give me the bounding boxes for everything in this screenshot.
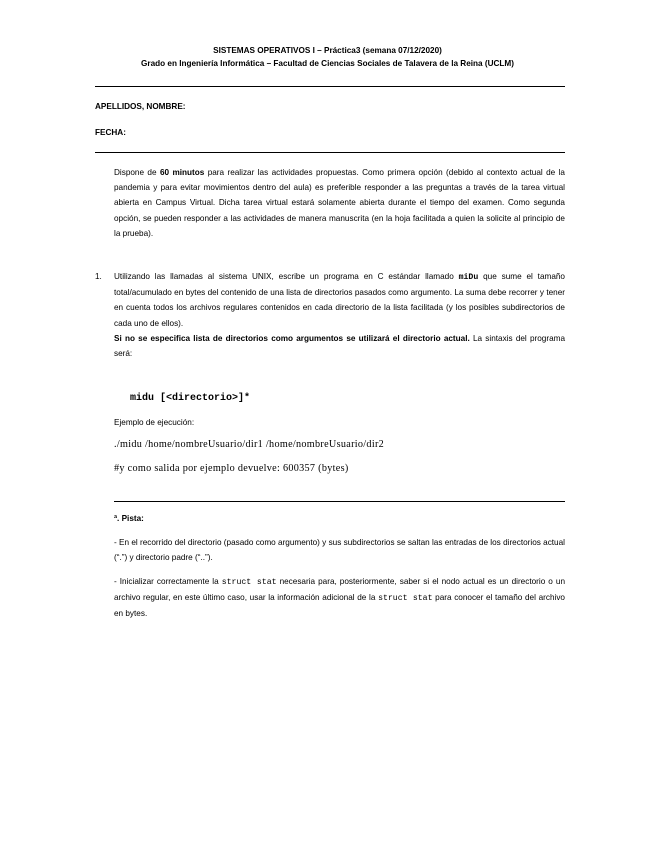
question-text-continued: que sume el tamaño total/acumulado en bytes del contenido de una lista de directorios pasados como argumento. La suma debe recorrer y tener en cuenta todos los archivos regulares contenidos en cada directorio de la lista facilitada (y los posibles subdirectorios de cada uno de ellos). <box>114 272 565 328</box>
syntax-intro: La sintaxis del programa será: <box>114 333 566 359</box>
example-command: ./midu /home/nombreUsuario/dir1 /home/nombreUsuario/dir2 <box>114 439 385 450</box>
document-title: SISTEMAS OPERATIVOS I – Práctica3 (semana 07/12/2020) <box>213 46 442 55</box>
hint-2-text: - Inicializar correctamente la <box>114 577 222 586</box>
intro-duration: 60 minutos <box>159 168 205 177</box>
question-number: 1. <box>95 272 102 281</box>
fields-divider <box>95 152 565 153</box>
question-1-statement <box>114 269 565 361</box>
hint-item-1: - En el recorrido del directorio (pasado como argumento) y sus subdirectorios se saltan las entradas de los directorios actual (“.”) y directorio padre (“..”). <box>114 538 565 563</box>
intro-text-rest: para realizar las actividades propuestas. Como primera opción (debido al contexto actual de la pandemia y para evitar movimientos dentro del aula) es preferible responder a las preguntas a través de la tarea virtual abierta en Campus Virtual. Dicha tarea virtual estará solamente abierta durante el tiempo del examen. Como segunda opción, se pueden responder a las actividades de manera manuscrita (en la hoja facilitada a quien la solicite al principio de la prueba). <box>114 168 565 238</box>
hint-item-2 <box>114 574 565 622</box>
program-name: miDu <box>458 273 479 282</box>
document-subtitle: Grado en Ingeniería Informática – Facultad de Ciencias Sociales de Talavera de la Reina (UCLM) <box>141 59 514 68</box>
example-label: Ejemplo de ejecución: <box>114 418 195 427</box>
struct-stat-code-2: struct stat <box>378 594 433 604</box>
hint-title: ª. Pista: <box>114 514 144 523</box>
date-field-label: FECHA: <box>95 128 126 137</box>
struct-stat-code: struct stat <box>221 578 277 587</box>
hint-2-text-continued: necesaria para, posteriormente, saber si el nodo actual es un directorio o un archivo regular, en este último caso, usar la información adicional de la <box>114 577 565 603</box>
hint-2-text-end: para conocer el tamaño del archivo en bytes. <box>114 593 565 619</box>
question-text: Utilizando las llamadas al sistema UNIX, escribe un programa en C estándar llamado <box>114 272 459 281</box>
instructions-paragraph <box>114 165 565 241</box>
example-output: #y como salida por ejemplo devuelve: 600357 (bytes) <box>114 463 349 474</box>
program-syntax: midu [<directorio>]* <box>130 393 251 404</box>
hint-divider <box>114 501 565 502</box>
name-field-label: APELLIDOS, NOMBRE: <box>95 102 186 111</box>
intro-text: Dispone de <box>114 168 160 177</box>
default-directory-note: Si no se especifica lista de directorios como argumentos se utilizará el directorio actual. <box>114 333 470 343</box>
header-divider <box>95 86 565 87</box>
